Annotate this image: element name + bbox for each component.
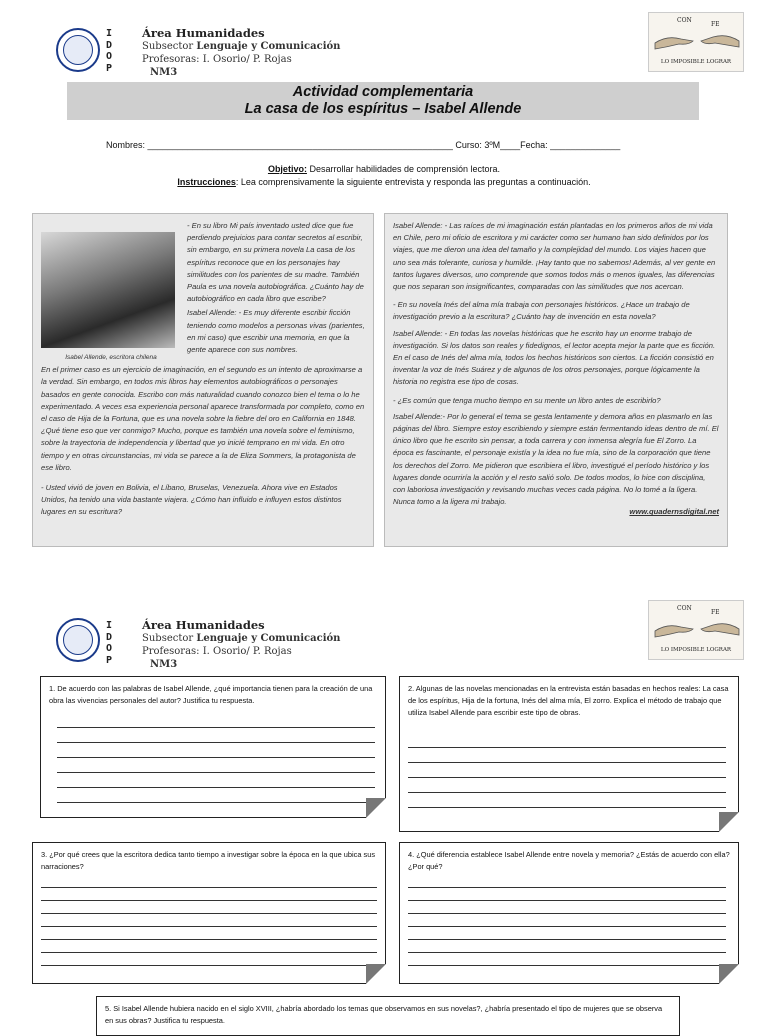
subsector-prefix: Subsector xyxy=(142,633,197,644)
page-curl-icon xyxy=(366,798,386,818)
letter: P xyxy=(106,62,113,74)
instructions xyxy=(0,177,768,187)
instructions-text: : Lea comprensivamente la siguiente entrevista y responda las preguntas a continuación. xyxy=(235,177,591,187)
interview-answer: Isabel Allende: - Es muy diferente escribir ficción teniendo como modelos a personas vivas (parientes, en mi caso) que escribir una memoria, en que la gente aparece con sus nombres. xyxy=(187,308,365,355)
level: NM3 xyxy=(150,67,178,78)
question-text: 4. ¿Qué diferencia establece Isabel Allende entre novela y memoria? ¿Estás de acuerdo con ella? ¿Por qué? xyxy=(408,850,730,871)
question-4-box xyxy=(399,842,739,984)
title-banner xyxy=(67,82,699,120)
letter: D xyxy=(106,39,113,51)
photo-block xyxy=(41,220,181,364)
school-seal xyxy=(56,28,100,72)
question-text: 5. Si Isabel Allende hubiera nacido en el siglo XVIII, ¿habría abordado los temas que observamos en sus novelas?, ¿habría presentado el tipo de mujeres que se observa en sus obras? Justifica tu respuesta. xyxy=(105,1004,663,1025)
photo-caption: Isabel Allende, escritora chilena xyxy=(65,354,157,361)
interview-question: - En su novela Inés del alma mía trabaja con personajes históricos. ¿Hace un trabajo de investigación previo a la escritura? ¿Cuánto hay de invención en esta novela? xyxy=(393,300,690,322)
source-link[interactable]: www.quadernsdigital.net xyxy=(629,507,719,517)
question-text: 2. Algunas de las novelas mencionadas en la entrevista están basadas en hechos reales: La casa de los espíritus, Hija de la fortuna, Inés del alma mía, El zorro. Explica el método de trabajo que utiliza Isabel Allende para escribir este tipo de obras. xyxy=(408,684,729,717)
hands-icon xyxy=(653,617,741,641)
letter: O xyxy=(106,643,113,654)
header-info xyxy=(142,618,340,671)
profesoras: Profesoras: I. Osorio/ P. Rojas xyxy=(142,646,292,657)
interview-answer: Isabel Allende:- Por lo general el tema se gesta lentamente y demora años en plasmarlo en las páginas del libro. Siempre estoy escribiendo y siempre están fermentando ideas dentro de mí. El único libro que he escrito sin pensar, a toda carrera y con inmensa alegría fue El Zorro. La época es fascinante, el personaje existía y la idea no fue mía, sino de la corporación que tiene los derechos del Zorro. Me pidieron que escribiera el libro, investigué el período histórico y los lugares donde ocurriría la acción y el resto salió solo. De todos modos, lo hice con disciplina, con laboriosa investigación y revisando muchas veces cada página. No lo tomé a la ligera. Nunca tomo a la ligera mi trabajo. xyxy=(393,411,719,507)
question-2-box xyxy=(399,676,739,832)
question-text: 3. ¿Por qué crees que la escritora dedica tanto tiempo a investigar sobre la época en la que ubica sus narraciones? xyxy=(41,850,376,871)
interview-question: - Usted vivió de joven en Bolivia, el Líbano, Bruselas, Venezuela. Ahora vive en Estados Unidos, ha tenido una vida bastante viajera. ¿Cómo han influido e influyen estos distintos lugares en su escritura? xyxy=(41,483,342,517)
question-1-box xyxy=(40,676,386,818)
hands-icon xyxy=(653,29,741,53)
objective-text: Desarrollar habilidades de comprensión lectora. xyxy=(306,164,501,174)
subsector-name: Lenguaje y Comunicación xyxy=(196,41,341,52)
interview-right-column xyxy=(384,213,728,547)
logo-text: LO IMPOSIBLE LOGRAR xyxy=(660,59,732,65)
title-line-1: Actividad complementaria xyxy=(292,84,474,100)
interview-question: - ¿Es común que tenga mucho tiempo en su mente un libro antes de escribirlo? xyxy=(393,395,661,405)
answer-lines[interactable] xyxy=(41,887,377,966)
school-logo xyxy=(648,12,744,72)
subsector-prefix: Subsector xyxy=(142,41,197,52)
school-letters xyxy=(106,620,112,666)
page-curl-icon xyxy=(719,964,739,984)
answer-lines[interactable] xyxy=(57,727,375,803)
header-info xyxy=(142,26,340,79)
area-title: Área Humanidades xyxy=(142,618,265,632)
logo-text: LO IMPOSIBLE LOGRAR xyxy=(660,647,732,653)
interview-answer: En el primer caso es un ejercicio de imaginación, en el segundo es un intento de aproximarse a la verdad. Sin embargo, en todos mis libros hay elementos autobiográficos o personajes basados en gente conocida. Escribo con más naturalidad cuando conozco bien el tema o lo he experimentado. A veces esa experiencia personal aparece transformada por completo, como en el caso de Hija de la Fortuna, que es una novela sobre la fiebre del oro en California en 1848. ¿Qué tiene eso que ver conmigo? Mucho, porque es también una novela sobre el feminismo, sobre la trayectoria de independencia y libertad que yo inicié temprano en mi vida. En otro tiempo y en otras circunstancias, mi vida se parece a la de Eliza Sommers, la protagonista de ese libro. xyxy=(41,365,365,472)
letter: P xyxy=(106,654,113,666)
interview-left-column xyxy=(32,213,374,547)
school-logo xyxy=(648,600,744,660)
letter: D xyxy=(106,631,113,643)
subsector-name: Lenguaje y Comunicación xyxy=(196,633,341,644)
question-5-box xyxy=(96,996,680,1036)
page-curl-icon xyxy=(366,964,386,984)
author-photo xyxy=(41,232,175,348)
answer-lines[interactable] xyxy=(408,887,726,966)
profesoras: Profesoras: I. Osorio/ P. Rojas xyxy=(142,54,292,65)
page-curl-icon xyxy=(719,812,739,832)
logo-text: FE xyxy=(711,609,720,616)
instructions-label: Instrucciones xyxy=(177,177,236,187)
letter: O xyxy=(106,51,113,62)
title-line-2: La casa de los espíritus – Isabel Allende xyxy=(244,101,522,117)
interview-question: - En su libro Mi país inventado usted dice que fue perdiendo prejuicios para contar secretos al escribir, sin embargo, en su primera novela La casa de los espíritus reconoce que en los personajes hay similitudes con los parientes de su madre. También Paula es una novela autobiográfica. ¿Cuánto hay de autobiográfico en cada libro que escribe? xyxy=(187,221,364,304)
subsector xyxy=(142,40,340,53)
objective-label: Objetivo: xyxy=(267,164,307,174)
objective xyxy=(0,164,768,174)
school-letters xyxy=(106,28,112,74)
letter: I xyxy=(106,620,113,631)
logo-text: FE xyxy=(711,21,720,28)
subsector xyxy=(142,632,340,645)
question-text: 1. De acuerdo con las palabras de Isabel Allende, ¿qué importancia tienen para la creación de una obra las vivencias personales del autor? Justifica tu respuesta. xyxy=(49,684,373,705)
area-title: Área Humanidades xyxy=(142,26,265,40)
school-seal xyxy=(56,618,100,662)
letter: I xyxy=(106,28,113,39)
answer-lines[interactable] xyxy=(408,747,726,808)
logo-text: CON xyxy=(677,605,692,612)
level: NM3 xyxy=(150,659,178,670)
logo-text: CON xyxy=(677,17,692,24)
interview-answer: Isabel Allende: - Las raíces de mi imaginación están plantadas en los primeros años de mi vida en Chile, pero mi oficio de escritora y mi carácter como ser humano han sido definidos por los viajes, que me dieron una idea del tamaño y la complejidad del mundo. Los viajes hacen que uno sea más tolerante, curiosa y humilde. ¡Hay tanto que no sabemos! Además, al ver gente en tantos lugares diversos, uno comprende que somos todos más o menos iguales, las diferencias que nos separan son insignificantes, comparadas con las similitudes que nos acercan. xyxy=(393,221,716,292)
question-3-box xyxy=(32,842,386,984)
student-form-line[interactable]: Nombres: _____________________________________________________________ Curso: 3ºM____Fecha: ______________ xyxy=(106,140,621,150)
interview-answer: Isabel Allende: - En todas las novelas históricas que he escrito hay un enorme trabajo de investigación. Si los datos son reales y fidedignos, el lector acepta mejor la parte que es ficción. En el caso de Inés del alma mía, todos los hechos históricos son ciertos. La ficción consistió en inventar la voz de Inés Suárez y de algunos de los otros personajes, porque lógicamente la historia no registra ese tipo de cosas. xyxy=(393,328,716,387)
